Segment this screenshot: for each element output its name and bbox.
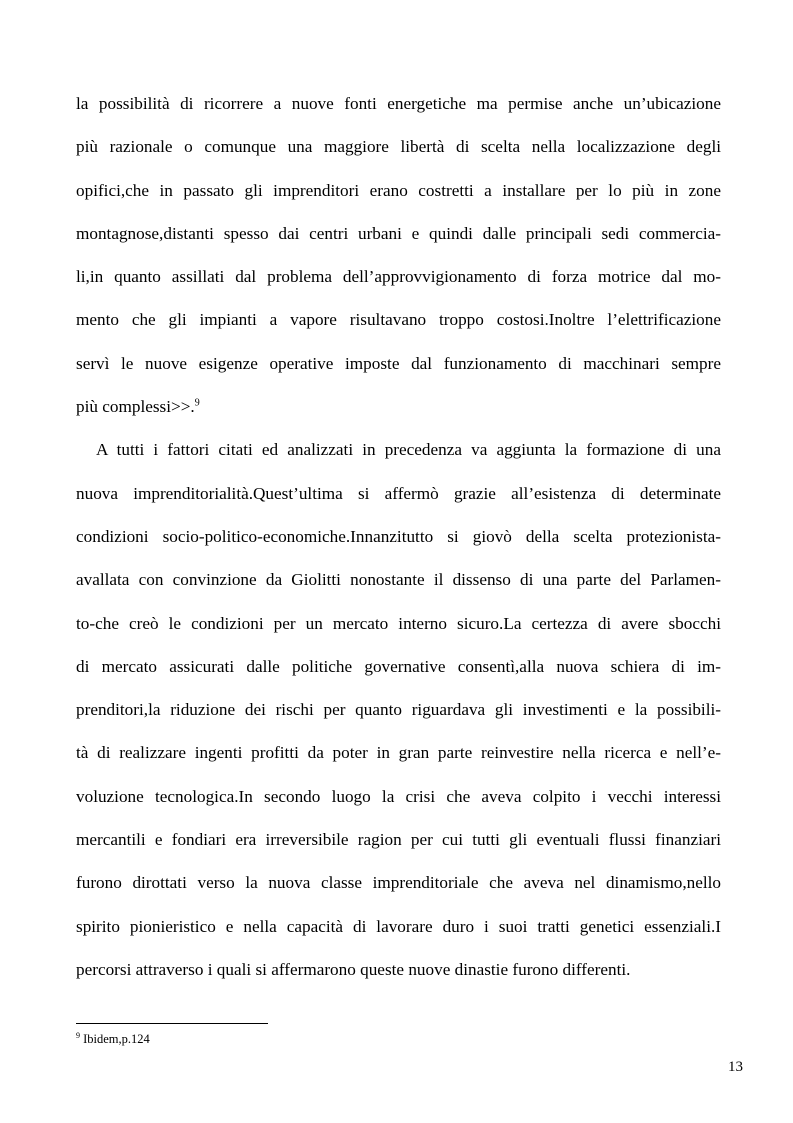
text-line: prenditori,la riduzione dei rischi per quanto riguardava gli investimenti e la possibili- (76, 700, 721, 720)
main-text (76, 92, 721, 1001)
text-line: opifici,che in passato gli imprenditori erano costretti a installare per lo più in zone (76, 180, 721, 200)
text-line-content: più complessi>>. (76, 397, 195, 417)
text-line: tà di realizzare ingenti profitti da poter in gran parte reinvestire nella ricerca e nell’e- (76, 743, 721, 763)
footnote-text: Ibidem,p.124 (83, 1032, 150, 1046)
text-line: furono dirottati verso la nuova classe imprenditoriale che aveva nel dinamismo,nello (76, 873, 721, 893)
text-line: più razionale o comunque una maggiore libertà di scelta nella localizzazione degli (76, 137, 721, 157)
text-line: condizioni socio-politico-economiche.Innanzitutto si giovò della scelta protezionista- (76, 526, 721, 546)
text-line: servì le nuove esigenze operative imposte dal funzionamento di macchinari sempre (76, 353, 721, 373)
paragraph-first-line: A tutti i fattori citati ed analizzati in precedenza va aggiunta la formazione di una (96, 440, 721, 460)
footnote-number: 9 (76, 1030, 80, 1040)
text-line: li,in quanto assillati dal problema dell’approvvigionamento di forza motrice dal mo- (76, 267, 721, 287)
text-line: la possibilità di ricorrere a nuove fonti energetiche ma permise anche un’ubicazione (76, 94, 721, 113)
text-line: mercantili e fondiari era irreversibile ragion per cui tutti gli eventuali flussi finanziari (76, 830, 721, 850)
text-line: nuova imprenditorialità.Quest’ultima si affermò grazie all’esistenza di determinate (76, 483, 721, 503)
footnote-separator (76, 1023, 268, 1024)
footnote-reference: 9 (194, 397, 200, 409)
text-line: voluzione tecnologica.In secondo luogo la crisi che aveva colpito i vecchi interessi (76, 786, 721, 806)
page-number: 13 (728, 1059, 743, 1075)
text-line: montagnose,distanti spesso dai centri urbani e quindi dalle principali sedi commercia- (76, 223, 721, 243)
text-line: spirito pionieristico e nella capacità di lavorare duro i suoi tratti genetici essenziali.I (76, 916, 721, 936)
text-line: mento che gli impianti a vapore risultavano troppo costosi.Inoltre l’elettrificazione (76, 310, 721, 330)
text-line: di mercato assicurati dalle politiche governative consentì,alla nuova schiera di im- (76, 656, 721, 676)
text-line: to-che creò le condizioni per un mercato interno sicuro.La certezza di avere sbocchi (76, 613, 721, 633)
footnote (76, 1031, 150, 1047)
text-line: avallata con convinzione da Giolitti nonostante il dissenso di una parte del Parlamen- (76, 570, 721, 590)
text-line-with-footnote (76, 395, 721, 438)
text-line: percorsi attraverso i quali si affermarono queste nuove dinastie furono differenti. (76, 959, 631, 979)
